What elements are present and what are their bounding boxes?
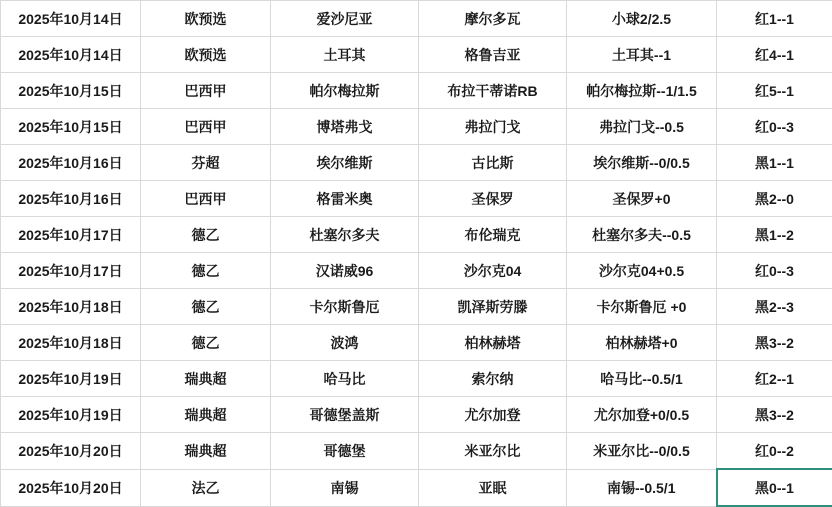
league-cell: 欧预选 bbox=[141, 37, 271, 73]
table-row bbox=[1, 469, 832, 506]
home-team-cell: 博塔弗戈 bbox=[271, 109, 419, 145]
match-date-cell: 2025年10月15日 bbox=[1, 73, 141, 109]
away-team-cell: 米亚尔比 bbox=[419, 433, 567, 470]
league-cell: 巴西甲 bbox=[141, 73, 271, 109]
league-cell: 欧预选 bbox=[141, 1, 271, 37]
result-cell: 红0--3 bbox=[717, 253, 832, 289]
result-cell: 红0--3 bbox=[717, 109, 832, 145]
home-team-cell: 帕尔梅拉斯 bbox=[271, 73, 419, 109]
home-team-cell: 杜塞尔多夫 bbox=[271, 217, 419, 253]
table-row bbox=[1, 73, 832, 109]
match-date-cell: 2025年10月16日 bbox=[1, 145, 141, 181]
handicap-cell: 小球2/2.5 bbox=[567, 1, 717, 37]
table-row bbox=[1, 289, 832, 325]
handicap-cell: 沙尔克04+0.5 bbox=[567, 253, 717, 289]
table-row bbox=[1, 433, 832, 470]
result-cell: 黑1--2 bbox=[717, 217, 832, 253]
result-cell: 红0--2 bbox=[717, 433, 832, 470]
result-cell: 红5--1 bbox=[717, 73, 832, 109]
away-team-cell: 古比斯 bbox=[419, 145, 567, 181]
handicap-cell: 南锡--0.5/1 bbox=[567, 469, 717, 506]
league-cell: 德乙 bbox=[141, 325, 271, 361]
handicap-cell: 圣保罗+0 bbox=[567, 181, 717, 217]
league-cell: 法乙 bbox=[141, 469, 271, 506]
handicap-cell: 帕尔梅拉斯--1/1.5 bbox=[567, 73, 717, 109]
away-team-cell: 弗拉门戈 bbox=[419, 109, 567, 145]
away-team-cell: 凯泽斯劳滕 bbox=[419, 289, 567, 325]
league-cell: 巴西甲 bbox=[141, 109, 271, 145]
away-team-cell: 圣保罗 bbox=[419, 181, 567, 217]
home-team-cell: 哥德堡盖斯 bbox=[271, 397, 419, 433]
home-team-cell: 哥德堡 bbox=[271, 433, 419, 470]
away-team-cell: 摩尔多瓦 bbox=[419, 1, 567, 37]
away-team-cell: 格鲁吉亚 bbox=[419, 37, 567, 73]
match-table-body bbox=[1, 1, 832, 507]
handicap-cell: 杜塞尔多夫--0.5 bbox=[567, 217, 717, 253]
result-cell: 红2--1 bbox=[717, 361, 832, 397]
home-team-cell: 哈马比 bbox=[271, 361, 419, 397]
home-team-cell: 波鸿 bbox=[271, 325, 419, 361]
table-row bbox=[1, 37, 832, 73]
away-team-cell: 亚眠 bbox=[419, 469, 567, 506]
handicap-cell: 柏林赫塔+0 bbox=[567, 325, 717, 361]
home-team-cell: 卡尔斯鲁厄 bbox=[271, 289, 419, 325]
handicap-cell: 卡尔斯鲁厄 +0 bbox=[567, 289, 717, 325]
league-cell: 德乙 bbox=[141, 253, 271, 289]
table-row bbox=[1, 397, 832, 433]
match-date-cell: 2025年10月17日 bbox=[1, 217, 141, 253]
table-row bbox=[1, 1, 832, 37]
result-cell: 红1--1 bbox=[717, 1, 832, 37]
home-team-cell: 埃尔维斯 bbox=[271, 145, 419, 181]
home-team-cell: 土耳其 bbox=[271, 37, 419, 73]
away-team-cell: 布伦瑞克 bbox=[419, 217, 567, 253]
league-cell: 瑞典超 bbox=[141, 361, 271, 397]
result-cell: 黑3--2 bbox=[717, 397, 832, 433]
handicap-cell: 弗拉门戈--0.5 bbox=[567, 109, 717, 145]
table-row bbox=[1, 325, 832, 361]
match-date-cell: 2025年10月17日 bbox=[1, 253, 141, 289]
table-row bbox=[1, 181, 832, 217]
home-team-cell: 南锡 bbox=[271, 469, 419, 506]
match-date-cell: 2025年10月19日 bbox=[1, 397, 141, 433]
away-team-cell: 尤尔加登 bbox=[419, 397, 567, 433]
away-team-cell: 沙尔克04 bbox=[419, 253, 567, 289]
match-date-cell: 2025年10月14日 bbox=[1, 37, 141, 73]
league-cell: 瑞典超 bbox=[141, 397, 271, 433]
away-team-cell: 柏林赫塔 bbox=[419, 325, 567, 361]
result-cell: 黑2--0 bbox=[717, 181, 832, 217]
result-cell: 黑2--3 bbox=[717, 289, 832, 325]
table-row bbox=[1, 217, 832, 253]
league-cell: 巴西甲 bbox=[141, 181, 271, 217]
table-row bbox=[1, 253, 832, 289]
handicap-cell: 哈马比--0.5/1 bbox=[567, 361, 717, 397]
result-cell: 黑3--2 bbox=[717, 325, 832, 361]
league-cell: 德乙 bbox=[141, 217, 271, 253]
result-cell: 黑1--1 bbox=[717, 145, 832, 181]
away-team-cell: 布拉干蒂诺RB bbox=[419, 73, 567, 109]
match-date-cell: 2025年10月20日 bbox=[1, 469, 141, 506]
match-date-cell: 2025年10月16日 bbox=[1, 181, 141, 217]
away-team-cell: 索尔纳 bbox=[419, 361, 567, 397]
handicap-cell: 埃尔维斯--0/0.5 bbox=[567, 145, 717, 181]
home-team-cell: 汉诺威96 bbox=[271, 253, 419, 289]
match-date-cell: 2025年10月14日 bbox=[1, 1, 141, 37]
match-date-cell: 2025年10月15日 bbox=[1, 109, 141, 145]
handicap-cell: 米亚尔比--0/0.5 bbox=[567, 433, 717, 470]
match-date-cell: 2025年10月18日 bbox=[1, 289, 141, 325]
handicap-cell: 尤尔加登+0/0.5 bbox=[567, 397, 717, 433]
result-cell: 红4--1 bbox=[717, 37, 832, 73]
match-date-cell: 2025年10月18日 bbox=[1, 325, 141, 361]
match-date-cell: 2025年10月20日 bbox=[1, 433, 141, 470]
league-cell: 德乙 bbox=[141, 289, 271, 325]
league-cell: 芬超 bbox=[141, 145, 271, 181]
table-row bbox=[1, 145, 832, 181]
home-team-cell: 爱沙尼亚 bbox=[271, 1, 419, 37]
table-row bbox=[1, 361, 832, 397]
home-team-cell: 格雷米奥 bbox=[271, 181, 419, 217]
table-row bbox=[1, 109, 832, 145]
handicap-cell: 土耳其--1 bbox=[567, 37, 717, 73]
result-cell: 黑0--1 bbox=[717, 469, 832, 506]
match-date-cell: 2025年10月19日 bbox=[1, 361, 141, 397]
league-cell: 瑞典超 bbox=[141, 433, 271, 470]
